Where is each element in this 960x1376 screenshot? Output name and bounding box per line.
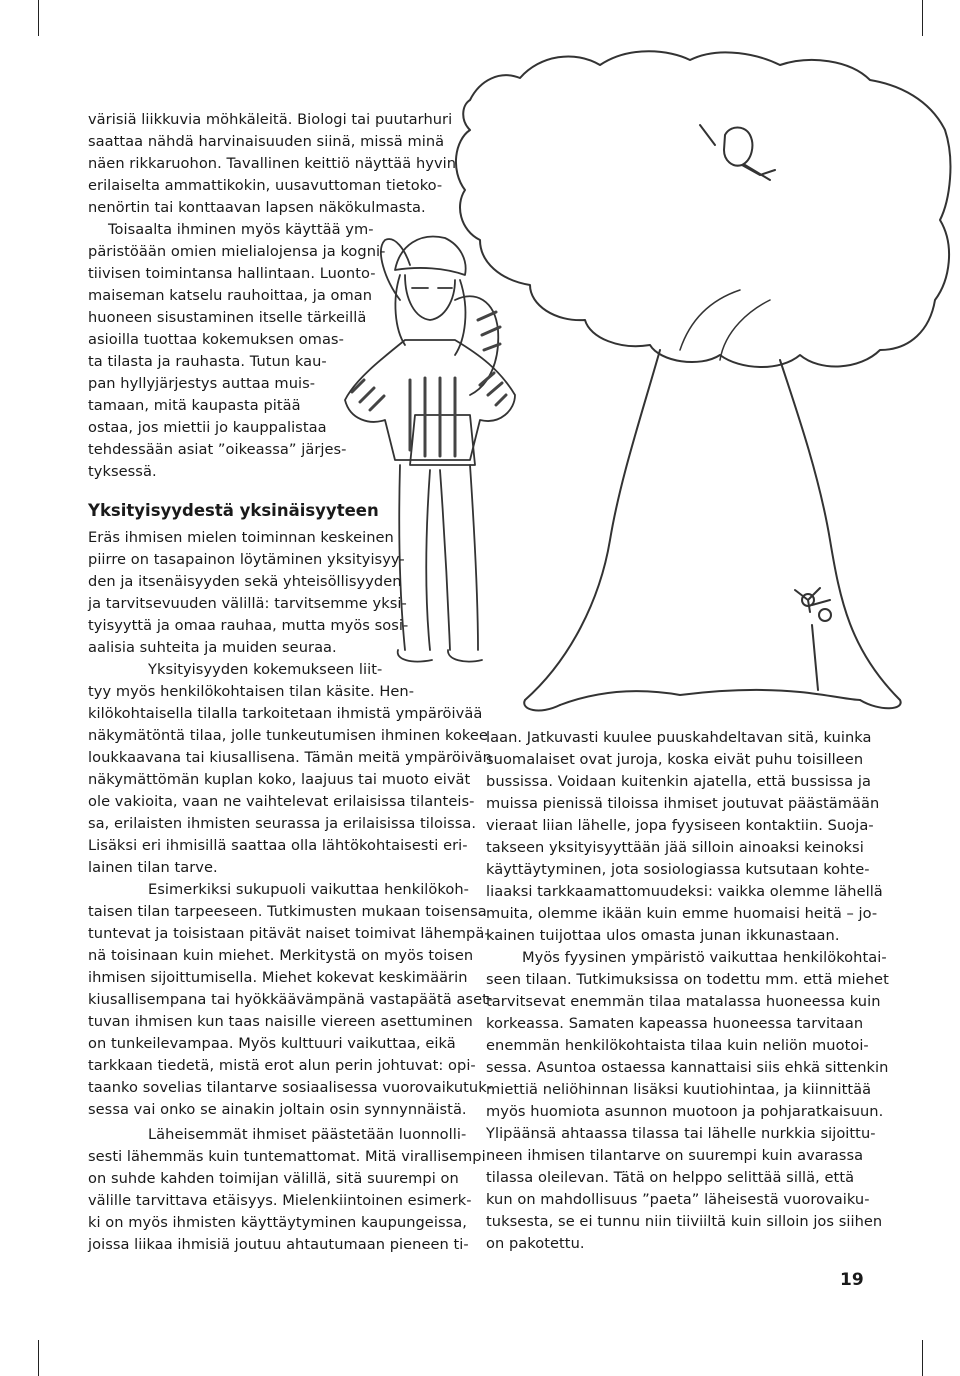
text-line: välille tarvittava etäisyys. Mielenkiintoinen esimerk- <box>88 1192 472 1209</box>
text-line: ole vakioita, vaan ne vaihtelevat erilaisissa tilanteis- <box>88 793 475 810</box>
person-face <box>405 275 455 320</box>
text-line: tyksessä. <box>88 463 157 480</box>
text-line: Esimerkiksi sukupuoli vaikuttaa henkilökoh- <box>148 881 469 898</box>
person-shoes <box>398 650 482 662</box>
text-line: Lisäksi eri ihmisillä saattaa olla lähtökohtaisesti eri- <box>88 837 468 854</box>
tree-crown <box>456 51 951 367</box>
person-legs <box>399 465 478 650</box>
text-line: ihmisen sijoittumisella. Miehet kokevat keskimäärin <box>88 969 468 986</box>
text-line: värisiä liikkuvia möhkäleitä. Biologi tai puutarhuri <box>88 111 453 128</box>
text-line: tuksesta, se ei tunnu niin tiiviiltä kuin silloin jos siihen <box>486 1213 883 1230</box>
tree-trunk-right <box>780 360 901 708</box>
text-line: loukkaavana tai kiusallisena. Tämän meitä ympäröivän <box>88 749 492 766</box>
text-line: suomalaiset ovat juroja, koska eivät puhu toisilleen <box>486 751 864 768</box>
text-line: sesti lähemmäs kuin tuntemattomat. Mitä virallisempi <box>88 1148 486 1165</box>
text-line: tilassa oleilevan. Tätä on helppo selittää sillä, että <box>486 1169 855 1186</box>
text-line: tuntevat ja toisistaan pitävät naiset toimivat lähempä- <box>88 925 490 942</box>
text-line: muita, olemme ikään kuin emme huomaisi heitä – jo- <box>486 905 878 922</box>
text-line: näkymätöntä tilaa, jolle tunkeutumisen ihminen kokee <box>88 727 488 744</box>
text-line: myös huomiota asunnon muotoon ja pohjaratkaisuun. <box>486 1103 884 1120</box>
text-line: ostaa, jos miettii jo kauppalistaa <box>88 419 327 436</box>
text-line: den ja itsenäisyyden sekä yhteisöllisyyden <box>88 573 402 590</box>
text-line: takseen yksityisyyttään jää silloin ainoaksi keinoksi <box>486 839 864 856</box>
text-line: tarvitsevat enemmän tilaa matalassa huoneessa kuin <box>486 993 881 1010</box>
text-line: kiusallisempana tai hyökkäävämpänä vastapäätä aset- <box>88 991 494 1008</box>
text-line: käyttäytyminen, jota sosiologiassa kutsutaan kohte- <box>486 861 870 878</box>
text-line: taanko sovelias tilantarve sosiaalisessa vuorovaikutuk- <box>88 1079 493 1096</box>
text-line: päristöään omien mielialojensa ja kogni- <box>88 243 386 260</box>
text-line: taisen tilan tarpeeseen. Tutkimusten mukaan toisensa <box>88 903 487 920</box>
sweater-stripes <box>352 312 506 456</box>
text-line: näkymättömän kuplan koko, laajuus tai muoto eivät <box>88 771 471 788</box>
text-line: piirre on tasapainon löytäminen yksityisyy- <box>88 551 405 568</box>
text-line: liaaksi tarkkaamattomuudeksi: vaikka olemme lähellä <box>486 883 883 900</box>
text-line: tiivisen toimintansa hallintaan. Luonto- <box>88 265 376 282</box>
text-line: nenörtin tai konttaavan lapsen näkökulmasta. <box>88 199 426 216</box>
text-line: kainen tuijottaa ulos omasta junan ikkunastaan. <box>486 927 840 944</box>
text-line: lainen tilan tarve. <box>88 859 218 876</box>
text-line: ja tarvitsevuuden välillä: tarvitsemme yksi- <box>88 595 407 612</box>
text-line: ta tilasta ja rauhasta. Tutun kau- <box>88 353 327 370</box>
text-line: tamaan, mitä kaupasta pitää <box>88 397 301 414</box>
text-line: huoneen sisustaminen itselle tärkeillä <box>88 309 367 326</box>
text-line: sa, erilaisten ihmisten seurassa ja erilaisissa tiloissa. <box>88 815 477 832</box>
text-line: korkeassa. Samaten kapeassa huoneessa tarvitaan <box>486 1015 864 1032</box>
bird <box>700 125 775 180</box>
text-line: Myös fyysinen ympäristö vaikuttaa henkilökohtai- <box>522 949 887 966</box>
person-bag <box>410 415 475 465</box>
text-line: joissa liikaa ihmisiä joutuu ahtautumaan pieneen ti- <box>88 1236 469 1253</box>
text-line: Eräs ihmisen mielen toiminnan keskeinen <box>88 529 394 546</box>
tree-trunk-left <box>524 350 660 710</box>
text-line: kun on mahdollisuus ”paeta” läheisestä vuorovaiku- <box>486 1191 870 1208</box>
text-line: seen tilaan. Tutkimuksissa on todettu mm. että miehet <box>486 971 889 988</box>
text-line: tyisyyttä ja omaa rauhaa, mutta myös sosi- <box>88 617 409 634</box>
text-line: pan hyllyjärjestys auttaa muis- <box>88 375 316 392</box>
text-line: muissa pienissä tiloissa ihmiset joutuvat päästämään <box>486 795 880 812</box>
text-line: on pakotettu. <box>486 1235 585 1252</box>
tree-roots <box>560 690 860 705</box>
text-line: Ylipäänsä ahtaassa tilassa tai lähelle nurkkia sijoittu- <box>486 1125 876 1142</box>
text-line: aalisia suhteita ja muiden seuraa. <box>88 639 337 656</box>
text-line: laan. Jatkuvasti kuulee puuskahdeltavan sitä, kuinka <box>486 729 872 746</box>
text-line: miettiä neliöhinnan lisäksi kuutiohintaa, ja kiinnittää <box>486 1081 872 1098</box>
text-line: maiseman katselu rauhoittaa, ja oman <box>88 287 373 304</box>
text-line: saattaa nähdä harvinaisuuden siinä, missä minä <box>88 133 445 150</box>
text-line: enemmän henkilökohtaista tilaa kuin neliön muotoi- <box>486 1037 869 1054</box>
text-line: on suhde kahden toimijan välillä, sitä suurempi on <box>88 1170 459 1187</box>
text-line: bussissa. Voidaan kuitenkin ajatella, että bussissa ja <box>486 773 871 790</box>
page-number: 19 <box>840 1270 864 1290</box>
person-sweater <box>345 340 515 460</box>
section-heading: Yksityisyydestä yksinäisyyteen <box>88 501 379 520</box>
text-line: sessa. Asuntoa ostaessa kannattaisi siis ehkä sittenkin <box>486 1059 889 1076</box>
text-line: neen ihmisen tilantarve on suurempi kuin avarassa <box>486 1147 864 1164</box>
flower <box>795 588 831 690</box>
text-line: asioilla tuottaa kokemuksen omas- <box>88 331 344 348</box>
text-line: ki on myös ihmisten käyttäytyminen kaupungeissa, <box>88 1214 467 1231</box>
text-line: näen rikkaruohon. Tavallinen keittiö näyttää hyvin <box>88 155 457 172</box>
text-line: erilaiselta ammattikokin, uusavuttoman tietoko- <box>88 177 443 194</box>
text-line: Läheisemmät ihmiset päästetään luonnolli- <box>148 1126 467 1143</box>
text-line: Toisaalta ihminen myös käyttää ym- <box>108 221 374 238</box>
text-line: tarkkaan tiedetä, mistä erot alun perin johtuvat: opi- <box>88 1057 476 1074</box>
text-line: nä toisinaan kuin miehet. Merkitystä on myös toisen <box>88 947 474 964</box>
text-line: Yksityisyyden kokemukseen liit- <box>148 661 383 678</box>
text-line: vieraat liian lähelle, jopa fyysiseen kontaktiin. Suoja- <box>486 817 874 834</box>
tree-branch <box>680 290 770 360</box>
text-line: tehdessään asiat ”oikeassa” järjes- <box>88 441 347 458</box>
text-line: kilökohtaisella tilalla tarkoitetaan ihmistä ympäröivää <box>88 705 483 722</box>
text-line: tyy myös henkilökohtaisen tilan käsite. Hen- <box>88 683 415 700</box>
text-line: on tunkeilevampaa. Myös kulttuuri vaikuttaa, eikä <box>88 1035 456 1052</box>
text-line: tuvan ihmisen kun taas naisille viereen asettuminen <box>88 1013 473 1030</box>
text-line: sessa vai onko se ainakin joltain osin synnynnäistä. <box>88 1101 467 1118</box>
